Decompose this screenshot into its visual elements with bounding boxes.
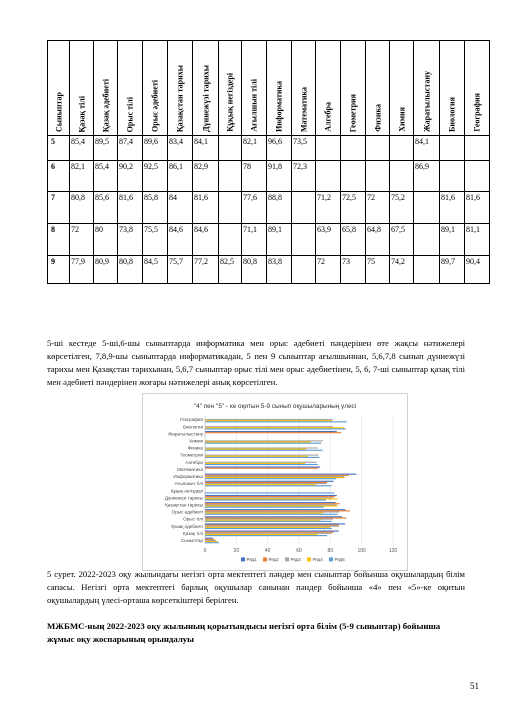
score-cell: 80,8 <box>70 192 94 224</box>
score-cell: 75,5 <box>143 224 168 256</box>
column-header <box>168 41 193 136</box>
score-cell: 75 <box>366 256 390 284</box>
x-tick-label: 60 <box>296 548 302 554</box>
legend-swatch <box>285 557 289 561</box>
score-cell <box>414 224 440 256</box>
column-header-label: Дүниежүзі тарихы <box>201 65 210 132</box>
bar <box>205 420 332 421</box>
bar <box>205 481 334 482</box>
score-cell: 77,6 <box>242 192 267 224</box>
category-label: География <box>180 417 203 423</box>
score-cell: 78 <box>242 161 267 192</box>
bar <box>205 455 319 456</box>
bar <box>205 421 347 422</box>
category-label: Биология <box>182 424 203 430</box>
bar <box>205 463 305 464</box>
bar <box>205 432 341 433</box>
score-cell: 91,8 <box>267 161 292 192</box>
score-cell <box>316 161 341 192</box>
score-cell: 65,8 <box>341 224 366 256</box>
score-cell: 72 <box>316 256 341 284</box>
bar <box>205 431 337 432</box>
category-label: Жаратылыстану <box>168 431 203 437</box>
score-cell: 90,4 <box>465 256 490 284</box>
score-cell: 80,9 <box>94 256 118 284</box>
bar <box>205 485 332 486</box>
score-cell: 75,2 <box>390 192 414 224</box>
score-cell: 89,5 <box>94 136 118 161</box>
bar <box>205 517 346 518</box>
class-cell: 6 <box>48 161 70 192</box>
score-cell: 85,4 <box>94 161 118 192</box>
column-header <box>390 41 414 136</box>
score-cell: 90,2 <box>118 161 143 192</box>
bar <box>205 521 332 522</box>
score-cell: 80,8 <box>118 256 143 284</box>
bar <box>205 504 337 505</box>
score-cell: 86,9 <box>414 161 440 192</box>
score-cell: 81,6 <box>118 192 143 224</box>
score-cell: 81,6 <box>465 192 490 224</box>
score-cell: 73,8 <box>118 224 143 256</box>
bar <box>205 542 219 543</box>
category-label: Математика <box>177 466 203 472</box>
bar <box>205 497 333 498</box>
column-header <box>440 41 465 136</box>
bar <box>205 464 318 465</box>
bar <box>205 541 218 542</box>
score-cell: 72 <box>366 192 390 224</box>
table-header-row <box>48 41 490 136</box>
score-cell: 85,8 <box>143 192 168 224</box>
section-heading: МЖБМС-ның 2022-2023 оқу жылының қорытындысы негізгі орта білім (5-9 сыныптар) бойынша жұмыс оқу жоспарының орындалуы <box>47 621 441 644</box>
score-cell: 73,5 <box>292 136 316 161</box>
score-cell: 85,4 <box>70 136 94 161</box>
score-cell: 63,9 <box>316 224 341 256</box>
table-row <box>48 161 490 192</box>
column-header-label: Қазақ әдебиеті <box>101 78 110 132</box>
bar <box>205 492 334 493</box>
table-row <box>48 224 490 256</box>
bar <box>205 447 318 448</box>
column-header-label: Математика <box>299 86 308 132</box>
category-label: Информатика <box>173 474 203 480</box>
score-cell: 77,9 <box>70 256 94 284</box>
score-cell: 71,2 <box>316 192 341 224</box>
bar <box>205 539 214 540</box>
bar <box>205 468 318 469</box>
bar <box>205 495 337 496</box>
column-header <box>118 41 143 136</box>
table-row <box>48 192 490 224</box>
score-cell <box>440 161 465 192</box>
legend-label: Ряд1 <box>246 557 257 562</box>
class-cell: 8 <box>48 224 70 256</box>
bar <box>205 498 338 499</box>
table-row <box>48 256 490 284</box>
column-header <box>414 41 440 136</box>
score-cell <box>366 136 390 161</box>
x-tick-label: 120 <box>388 548 398 554</box>
bar <box>205 499 326 500</box>
bar <box>205 478 336 479</box>
bar <box>205 477 345 478</box>
bar <box>205 476 344 477</box>
score-cell <box>465 136 490 161</box>
score-cell: 82,1 <box>70 161 94 192</box>
bar <box>205 527 330 528</box>
score-cell: 81,6 <box>193 192 219 224</box>
column-header-label: Алгебра <box>323 102 333 132</box>
score-cell: 64,8 <box>366 224 390 256</box>
score-cell: 83,4 <box>168 136 193 161</box>
score-cell: 82,9 <box>193 161 219 192</box>
bar <box>205 462 317 463</box>
score-cell: 80 <box>94 224 118 256</box>
column-header-label: Информатика <box>274 81 284 132</box>
score-cell: 82,5 <box>219 256 242 284</box>
column-header-label: Жаратылыстану <box>422 70 431 132</box>
category-label: Алгебра <box>185 459 203 465</box>
category-label: Химия <box>189 438 203 444</box>
column-header-label: Қазақ тілі <box>77 95 86 132</box>
class-cell: 5 <box>48 136 70 161</box>
score-cell: 67,5 <box>390 224 414 256</box>
bar <box>205 427 345 428</box>
bar <box>205 450 323 451</box>
score-cell <box>414 256 440 284</box>
bar <box>205 503 340 504</box>
score-cell <box>341 136 366 161</box>
category-label: Қазақстан тарихы <box>165 502 203 508</box>
column-header <box>366 41 390 136</box>
x-tick-label: 80 <box>327 548 334 554</box>
bar <box>205 535 327 536</box>
bar <box>205 538 213 539</box>
chart-svg <box>143 394 407 570</box>
legend-label: Ряд2 <box>268 557 279 562</box>
column-header-label: Сыныптар <box>54 92 63 132</box>
x-tick-label: 20 <box>233 548 240 554</box>
column-header <box>316 41 341 136</box>
column-header <box>219 41 242 136</box>
column-header <box>292 41 316 136</box>
category-label: Ағылшын тілі <box>174 481 203 487</box>
category-label: Қазақ әдебиеті <box>171 523 203 529</box>
score-cell <box>341 161 366 192</box>
bar <box>205 525 339 526</box>
column-header <box>267 41 292 136</box>
score-cell: 82,1 <box>242 136 267 161</box>
chart-title: "4" пен "5" - ке оқитын 5-9 сынып оқушыларының үлесі <box>193 403 357 410</box>
bar <box>205 516 342 517</box>
score-cell: 75,7 <box>168 256 193 284</box>
score-cell: 74,2 <box>390 256 414 284</box>
score-cell: 89,1 <box>267 224 292 256</box>
legend-swatch <box>329 557 333 561</box>
column-header-label: География <box>472 93 482 132</box>
bar <box>205 502 336 503</box>
bar-chart <box>142 393 408 571</box>
x-tick-label: 0 <box>203 548 207 554</box>
bar <box>205 533 332 534</box>
bar <box>205 484 316 485</box>
score-cell <box>440 136 465 161</box>
score-cell: 84,1 <box>193 136 219 161</box>
column-header-label: Құқық негіздері <box>225 73 235 132</box>
category-label: Құқық негіздері <box>170 488 203 494</box>
score-cell <box>219 224 242 256</box>
bar <box>205 441 311 442</box>
score-cell <box>292 192 316 224</box>
bar <box>205 526 339 527</box>
column-header-label: Орыс тілі <box>125 96 135 132</box>
score-cell <box>316 136 341 161</box>
bar <box>205 509 345 510</box>
bar <box>205 513 323 514</box>
category-label: Физика <box>187 445 203 451</box>
column-header-label: Қазақстан тарихы <box>175 64 185 132</box>
column-header <box>465 41 490 136</box>
legend-swatch <box>241 557 245 561</box>
bar <box>205 510 350 511</box>
bar <box>205 532 334 533</box>
bar <box>205 440 323 441</box>
score-cell: 81,1 <box>465 224 490 256</box>
score-cell: 84 <box>168 192 193 224</box>
bar <box>205 456 308 457</box>
class-cell: 9 <box>48 256 70 284</box>
legend-label: Ряд5 <box>334 557 345 562</box>
bar <box>205 426 333 427</box>
score-cell <box>390 161 414 192</box>
legend-swatch <box>263 557 267 561</box>
legend-label: Ряд4 <box>312 557 323 562</box>
legend-label: Ряд3 <box>290 557 301 562</box>
column-header-label: Геометрия <box>348 93 358 132</box>
x-tick-label: 100 <box>357 548 366 554</box>
score-cell <box>390 136 414 161</box>
column-header <box>48 41 70 136</box>
bar <box>205 534 318 535</box>
bar <box>205 514 337 515</box>
score-cell <box>219 136 242 161</box>
score-cell <box>414 192 440 224</box>
bar <box>205 507 324 508</box>
score-cell <box>219 192 242 224</box>
bar <box>205 519 333 520</box>
column-header-label: Химия <box>397 107 406 132</box>
bar <box>205 443 321 444</box>
legend-swatch <box>307 557 311 561</box>
score-cell: 92,5 <box>143 161 168 192</box>
bar <box>205 449 307 450</box>
score-cell: 72,3 <box>292 161 316 192</box>
score-cell: 84,1 <box>414 136 440 161</box>
score-cell: 84,5 <box>143 256 168 284</box>
bar <box>205 530 339 531</box>
table-body <box>48 136 490 284</box>
category-label: Дүниежүзі тарихы <box>164 495 203 501</box>
score-cell: 84,6 <box>168 224 193 256</box>
category-label: Қазақ тілі <box>183 530 203 536</box>
column-header-label: Орыс әдебиеті <box>150 80 160 132</box>
class-cell: 7 <box>48 192 70 224</box>
bar <box>205 466 320 467</box>
category-label: Орыс тілі <box>183 516 203 522</box>
column-header-label: Биология <box>447 97 457 132</box>
score-cell: 81,6 <box>440 192 465 224</box>
bar <box>205 428 346 429</box>
table-row <box>48 136 490 161</box>
bar <box>205 475 349 476</box>
column-header <box>94 41 118 136</box>
column-header <box>70 41 94 136</box>
column-header-label: Ағылшын тілі <box>249 79 259 132</box>
score-cell <box>219 161 242 192</box>
bar <box>205 496 335 497</box>
bar <box>205 523 345 524</box>
column-header <box>143 41 168 136</box>
score-cell: 89,7 <box>440 256 465 284</box>
score-cell: 77,2 <box>193 256 219 284</box>
score-cell: 87,4 <box>118 136 143 161</box>
bar <box>205 520 321 521</box>
score-cell: 72 <box>70 224 94 256</box>
score-cell: 71,1 <box>242 224 267 256</box>
score-cell: 89,1 <box>440 224 465 256</box>
bar <box>205 457 319 458</box>
score-cell: 80,8 <box>242 256 267 284</box>
score-cell <box>366 161 390 192</box>
bar <box>205 540 216 541</box>
score-cell <box>465 161 490 192</box>
x-tick-label: 40 <box>264 548 271 554</box>
score-cell: 89,6 <box>143 136 168 161</box>
score-cell: 73 <box>341 256 366 284</box>
page-number: 51 <box>470 681 479 691</box>
bar <box>205 474 356 475</box>
score-cell <box>292 224 316 256</box>
score-cell: 83,8 <box>267 256 292 284</box>
bar <box>205 511 339 512</box>
column-header <box>193 41 219 136</box>
score-cell: 88,8 <box>267 192 292 224</box>
score-cell: 84,6 <box>193 224 219 256</box>
bar <box>205 505 338 506</box>
category-label: Орыс әдебиеті <box>171 509 203 515</box>
bar <box>205 482 327 483</box>
column-header <box>242 41 267 136</box>
score-cell: 85,6 <box>94 192 118 224</box>
bar <box>205 419 333 420</box>
score-cell: 96,6 <box>267 136 292 161</box>
score-cell: 72,5 <box>341 192 366 224</box>
score-cell: 86,1 <box>168 161 193 192</box>
column-header <box>341 41 366 136</box>
bar <box>205 528 332 529</box>
score-cell <box>292 256 316 284</box>
category-label: Сыныптар <box>180 538 203 544</box>
figure-caption: 5 сурет. 2022-2023 оқу жылындағы негізгі орта мектептегі пәндер мен сыныптар бойынша оқушылардың білім сапасы. Негізгі орта мектептегі барлық оқушылар санынан пәндер бойынша «4» пен «5»-ке оқитын оқушылардың үлесі-орташа көрсеткіштері берілген. <box>47 569 465 605</box>
grades-table <box>47 40 490 284</box>
bar <box>205 483 327 484</box>
paragraph-summary: 5-ші кестеде 5-ші,6-шы сыныптарда информатика мен орыс әдебиеті пәндерінен өте жақсы нәтижелері көрсетілген, 7,8,9-шы сыныптарда информатикадан, 5 пен 9 сыныптар ағылшыннан, 5,6,7,8 сынып дүниежүзі тарихы мен Қазақстан тарихынан, 5,6,7 сыныптар орыс тілі мен орыс әдебиетінен, 5, 6, 7-ші сыныптар қазақ тілі мен әдебиеті пәндерінен жоғары нәтижелері анық көрсетілген. <box>47 338 465 387</box>
category-label: Геометрия <box>180 452 203 458</box>
column-header-label: Физика <box>373 104 382 132</box>
